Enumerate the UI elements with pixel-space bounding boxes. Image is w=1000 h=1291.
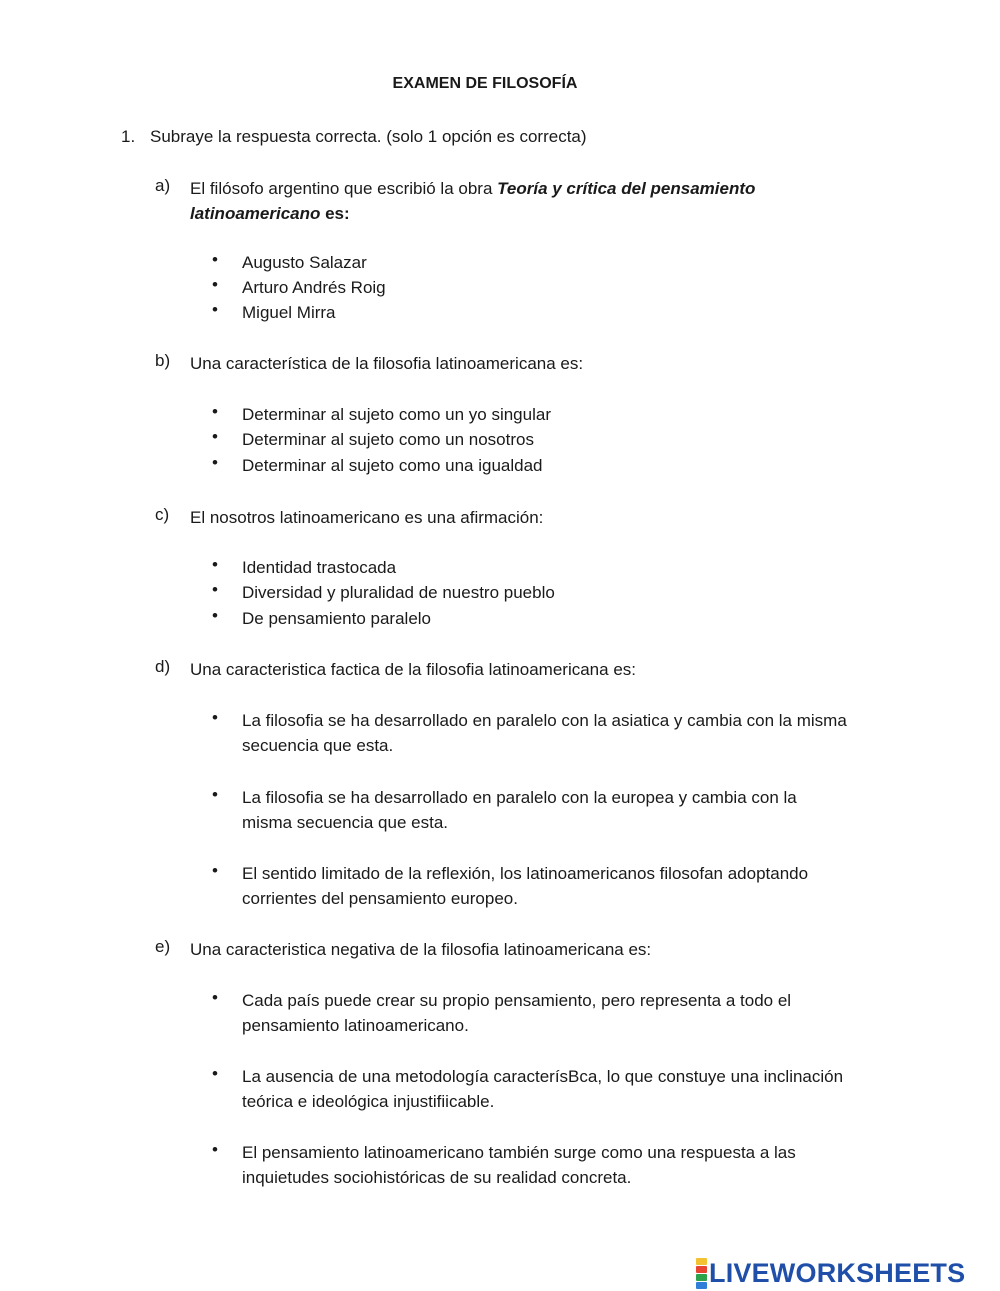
- question-e-label: e): [155, 937, 171, 956]
- logo-block-yellow: [696, 1258, 707, 1265]
- question-d-label: d): [155, 657, 171, 676]
- option-b1[interactable]: Determinar al sujeto como un yo singular: [242, 405, 551, 424]
- bullet: •: [212, 402, 218, 421]
- option-d1[interactable]: La filosofia se ha desarrollado en paralelo con la asiatica y cambia con la misma secuencia que esta.: [242, 711, 847, 755]
- bullet: •: [212, 606, 218, 625]
- bullet: •: [212, 580, 218, 599]
- question-a-text-after: es:: [320, 204, 350, 223]
- option-b2[interactable]: Determinar al sujeto como un nosotros: [242, 430, 534, 449]
- instruction: [121, 127, 587, 147]
- instruction-text: Subraye la respuesta correcta. (solo 1 opción es correcta): [150, 127, 587, 146]
- option-b3[interactable]: Determinar al sujeto como una igualdad: [242, 456, 543, 475]
- liveworksheets-logo: [696, 1258, 965, 1288]
- bullet: •: [212, 427, 218, 446]
- question-a-text: [190, 176, 810, 226]
- question-b-text: Una característica de la filosofia latinoamericana es:: [190, 354, 584, 373]
- option-c1[interactable]: Identidad trastocada: [242, 558, 397, 577]
- bullet: •: [212, 555, 218, 574]
- option-c2[interactable]: Diversidad y pluralidad de nuestro pueblo: [242, 583, 555, 602]
- logo-blocks-icon: [696, 1258, 707, 1289]
- bullet: •: [212, 861, 218, 880]
- bullet: •: [212, 453, 218, 472]
- option-e1[interactable]: Cada país puede crear su propio pensamiento, pero representa a todo el pensamiento latinoamericano.: [242, 991, 792, 1035]
- logo-block-green: [696, 1274, 707, 1281]
- instruction-number: 1.: [121, 127, 136, 146]
- option-e3[interactable]: El pensamiento latinoamericano también surge como una respuesta a las inquietudes sociohistóricas de su realidad concreta.: [242, 1143, 796, 1187]
- bullet: •: [212, 785, 218, 804]
- page-title: EXAMEN DE FILOSOFÍA: [392, 75, 578, 92]
- logo-block-red: [696, 1266, 707, 1273]
- question-c-label: c): [155, 505, 170, 524]
- question-a-label: a): [155, 176, 171, 195]
- option-d3[interactable]: El sentido limitado de la reflexión, los latinoamericanos filosofan adoptando corrientes del pensamiento europeo.: [242, 864, 809, 908]
- bullet: •: [212, 300, 218, 319]
- bullet: •: [212, 1064, 218, 1083]
- bullet: •: [212, 708, 218, 727]
- bullet: •: [212, 275, 218, 294]
- question-b-label: b): [155, 351, 171, 370]
- option-c3[interactable]: De pensamiento paralelo: [242, 609, 432, 628]
- option-a1[interactable]: Augusto Salazar: [242, 253, 367, 272]
- question-c-text: El nosotros latinoamericano es una afirmación:: [190, 508, 544, 527]
- question-d-text: Una caracteristica factica de la filosofia latinoamericana es:: [190, 660, 636, 679]
- bullet: •: [212, 1140, 218, 1159]
- option-e2[interactable]: La ausencia de una metodología caracterísBca, lo que constuye una inclinación teórica e ideológica injustifiicable.: [242, 1067, 844, 1111]
- option-d2[interactable]: La filosofia se ha desarrollado en paralelo con la europea y cambia con la misma secuencia que esta.: [242, 788, 797, 832]
- bullet: •: [212, 250, 218, 269]
- option-a3[interactable]: Miguel Mirra: [242, 303, 336, 322]
- question-e-text: Una caracteristica negativa de la filosofia latinoamericana es:: [190, 940, 652, 959]
- question-a-book-title: Teoría y crítica del pensamiento latinoamericano: [190, 179, 756, 223]
- bullet: •: [212, 988, 218, 1007]
- logo-text: LIVEWORKSHEETS: [709, 1258, 966, 1288]
- logo-block-blue: [696, 1282, 707, 1289]
- question-a-text-before: El filósofo argentino que escribió la obra: [190, 179, 498, 198]
- option-a2[interactable]: Arturo Andrés Roig: [242, 278, 386, 297]
